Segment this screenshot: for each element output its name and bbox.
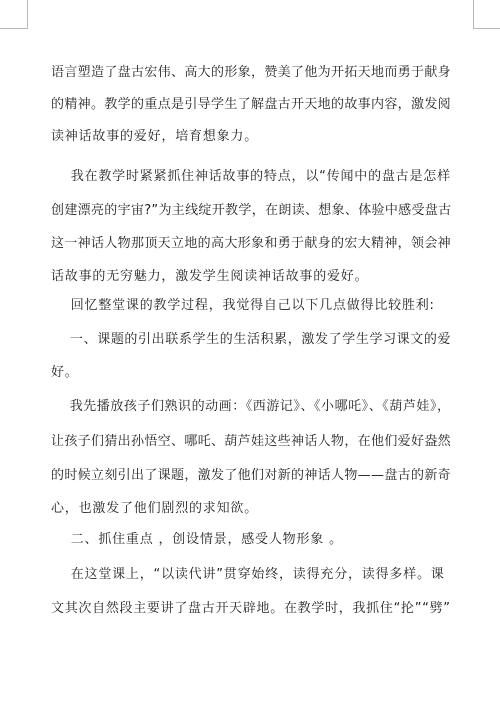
- text-line: 读神话故事的爱好，培育想象力。: [51, 129, 259, 144]
- corner-mark-top-right-h: [473, 28, 500, 29]
- text-line: 的精神。教学的重点是引导学生了解盘古开天地的故事内容，激发阅: [51, 97, 452, 112]
- text-line: 文其次自然段主要讲了盘古开天辟地。在教学时，我抓住“抡”“劈”: [51, 601, 451, 616]
- text-line: 我先播放孩子们熟识的动画：《西游记》、《小哪吒》、《葫芦娃》，: [51, 399, 451, 414]
- text-line: 的时候立刻引出了课题，激发了他们对新的神话人物——盘古的新奇: [51, 468, 452, 483]
- text-line: 语言塑造了盘古宏伟、高大的形象，赞美了他为开拓天地而勇于献身: [51, 65, 452, 80]
- text-line: 话故事的无穷魅力，激发学生阅读神话故事的爱好。: [51, 269, 369, 284]
- text-line: 心，也激发了他们剧烈的求知欲。: [51, 501, 259, 516]
- text-line: 让孩子们猜出孙悟空、哪吒、葫芦娃这些神话人物，在他们爱好盎然: [51, 434, 452, 449]
- text-line: 创建漂亮的宇宙?”为主线绽开教学，在朗读、想象、体验中感受盘古: [51, 203, 452, 218]
- corner-mark-top-left-v: [27, 0, 28, 29]
- text-line: 回忆整堂课的教学过程，我觉得自己以下几点做得比较胜利:: [51, 298, 435, 313]
- text-line: 在这堂课上，“以读代讲”贯穿始终，读得充分，读得多样。课: [51, 567, 445, 582]
- text-line: 我在教学时紧紧抓住神话故事的特点，以“传闻中的盘古是怎样: [51, 169, 451, 184]
- text-line: 好。: [51, 365, 79, 380]
- text-line: 一、课题的引出联系学生的生活积累，激发了学生学习课文的爱: [51, 332, 452, 347]
- corner-mark-top-left-h: [0, 28, 27, 29]
- text-line: 这一神话人物那顶天立地的高大形象和勇于献身的宏大精神，领会神: [51, 236, 452, 251]
- text-line: 二、抓住重点 ，创设情景，感受人物形象 。: [51, 532, 343, 547]
- corner-mark-top-right-v: [473, 0, 474, 29]
